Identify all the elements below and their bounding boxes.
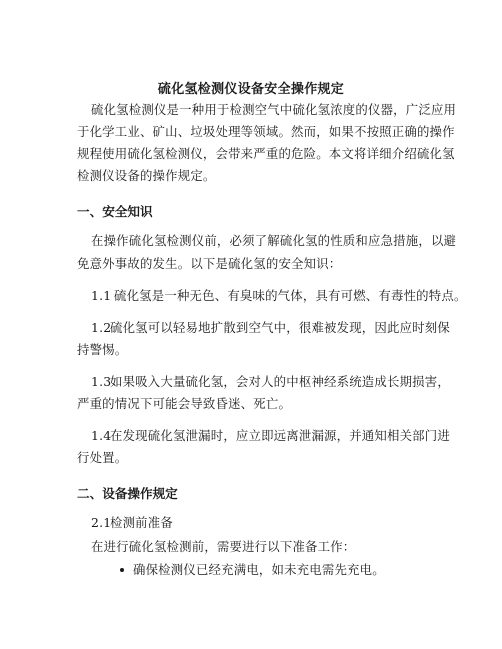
section1-para-line-1: 在操作硫化氢检测仪前，必须了解硫化氢的性质和应急措施，以避 <box>91 233 457 248</box>
section1-para-line-2: 免意外事故的发生。以下是硫化氢的安全知识： <box>77 256 342 271</box>
section2-para: 在进行硫化氢检测前，需要进行以下准备工作： <box>91 539 356 554</box>
section-heading-operation: 二、设备操作规定 <box>77 486 178 501</box>
intro-line-3: 规程使用硫化氢检测仪，会带来严重的危险。本文将详细介绍硫化氢 <box>77 146 455 161</box>
bullet-item-1: 确保检测仪已经充满电，如未充电需先充电。 <box>133 562 385 577</box>
intro-line-4: 检测仪设备的操作规定。 <box>77 168 216 183</box>
item-1-3-text-line-1: 如果吸入大量硫化氢，会对人的中枢神经系统造成长期损害， <box>110 374 450 389</box>
item-1-4-text-line-1: 在发现硫化氢泄漏时，应立即远离泄漏源，并通知相关部门进 <box>110 428 450 443</box>
item-1-2-text-line-2: 持警惕。 <box>77 342 128 357</box>
item-1-4-text-line-2: 行处置。 <box>77 450 128 465</box>
intro-line-1: 硫化氢检测仪是一种用于检测空气中硫化氢浓度的仪器，广泛应用 <box>91 102 457 117</box>
subsection-2-1-title: 检测前准备 <box>110 515 173 530</box>
item-1-3-text-line-2: 严重的情况下可能会导致昏迷、死亡。 <box>77 396 292 411</box>
bullet-dot-icon <box>120 568 124 572</box>
item-1-4-number: 1.4 <box>91 428 112 443</box>
item-1-1-text: 硫化氢是一种无色、有臭味的气体，具有可燃、有毒性的特点。 <box>114 288 467 303</box>
document-title: 硫化氢检测仪设备安全操作规定 <box>157 82 345 97</box>
subsection-2-1-number: 2.1 <box>91 515 112 530</box>
item-1-3-number: 1.3 <box>91 374 112 389</box>
item-1-2-number: 1.2 <box>91 320 112 335</box>
section-heading-safety: 一、安全知识 <box>77 204 153 219</box>
intro-line-2: 于化学工业、矿山、垃圾处理等领域。然而，如果不按照正确的操作 <box>77 124 455 139</box>
item-1-1-number: 1.1 <box>91 288 112 303</box>
item-1-2-text-line-1: 硫化氢可以轻易地扩散到空气中，很难被发现，因此应时刻保 <box>110 320 450 335</box>
